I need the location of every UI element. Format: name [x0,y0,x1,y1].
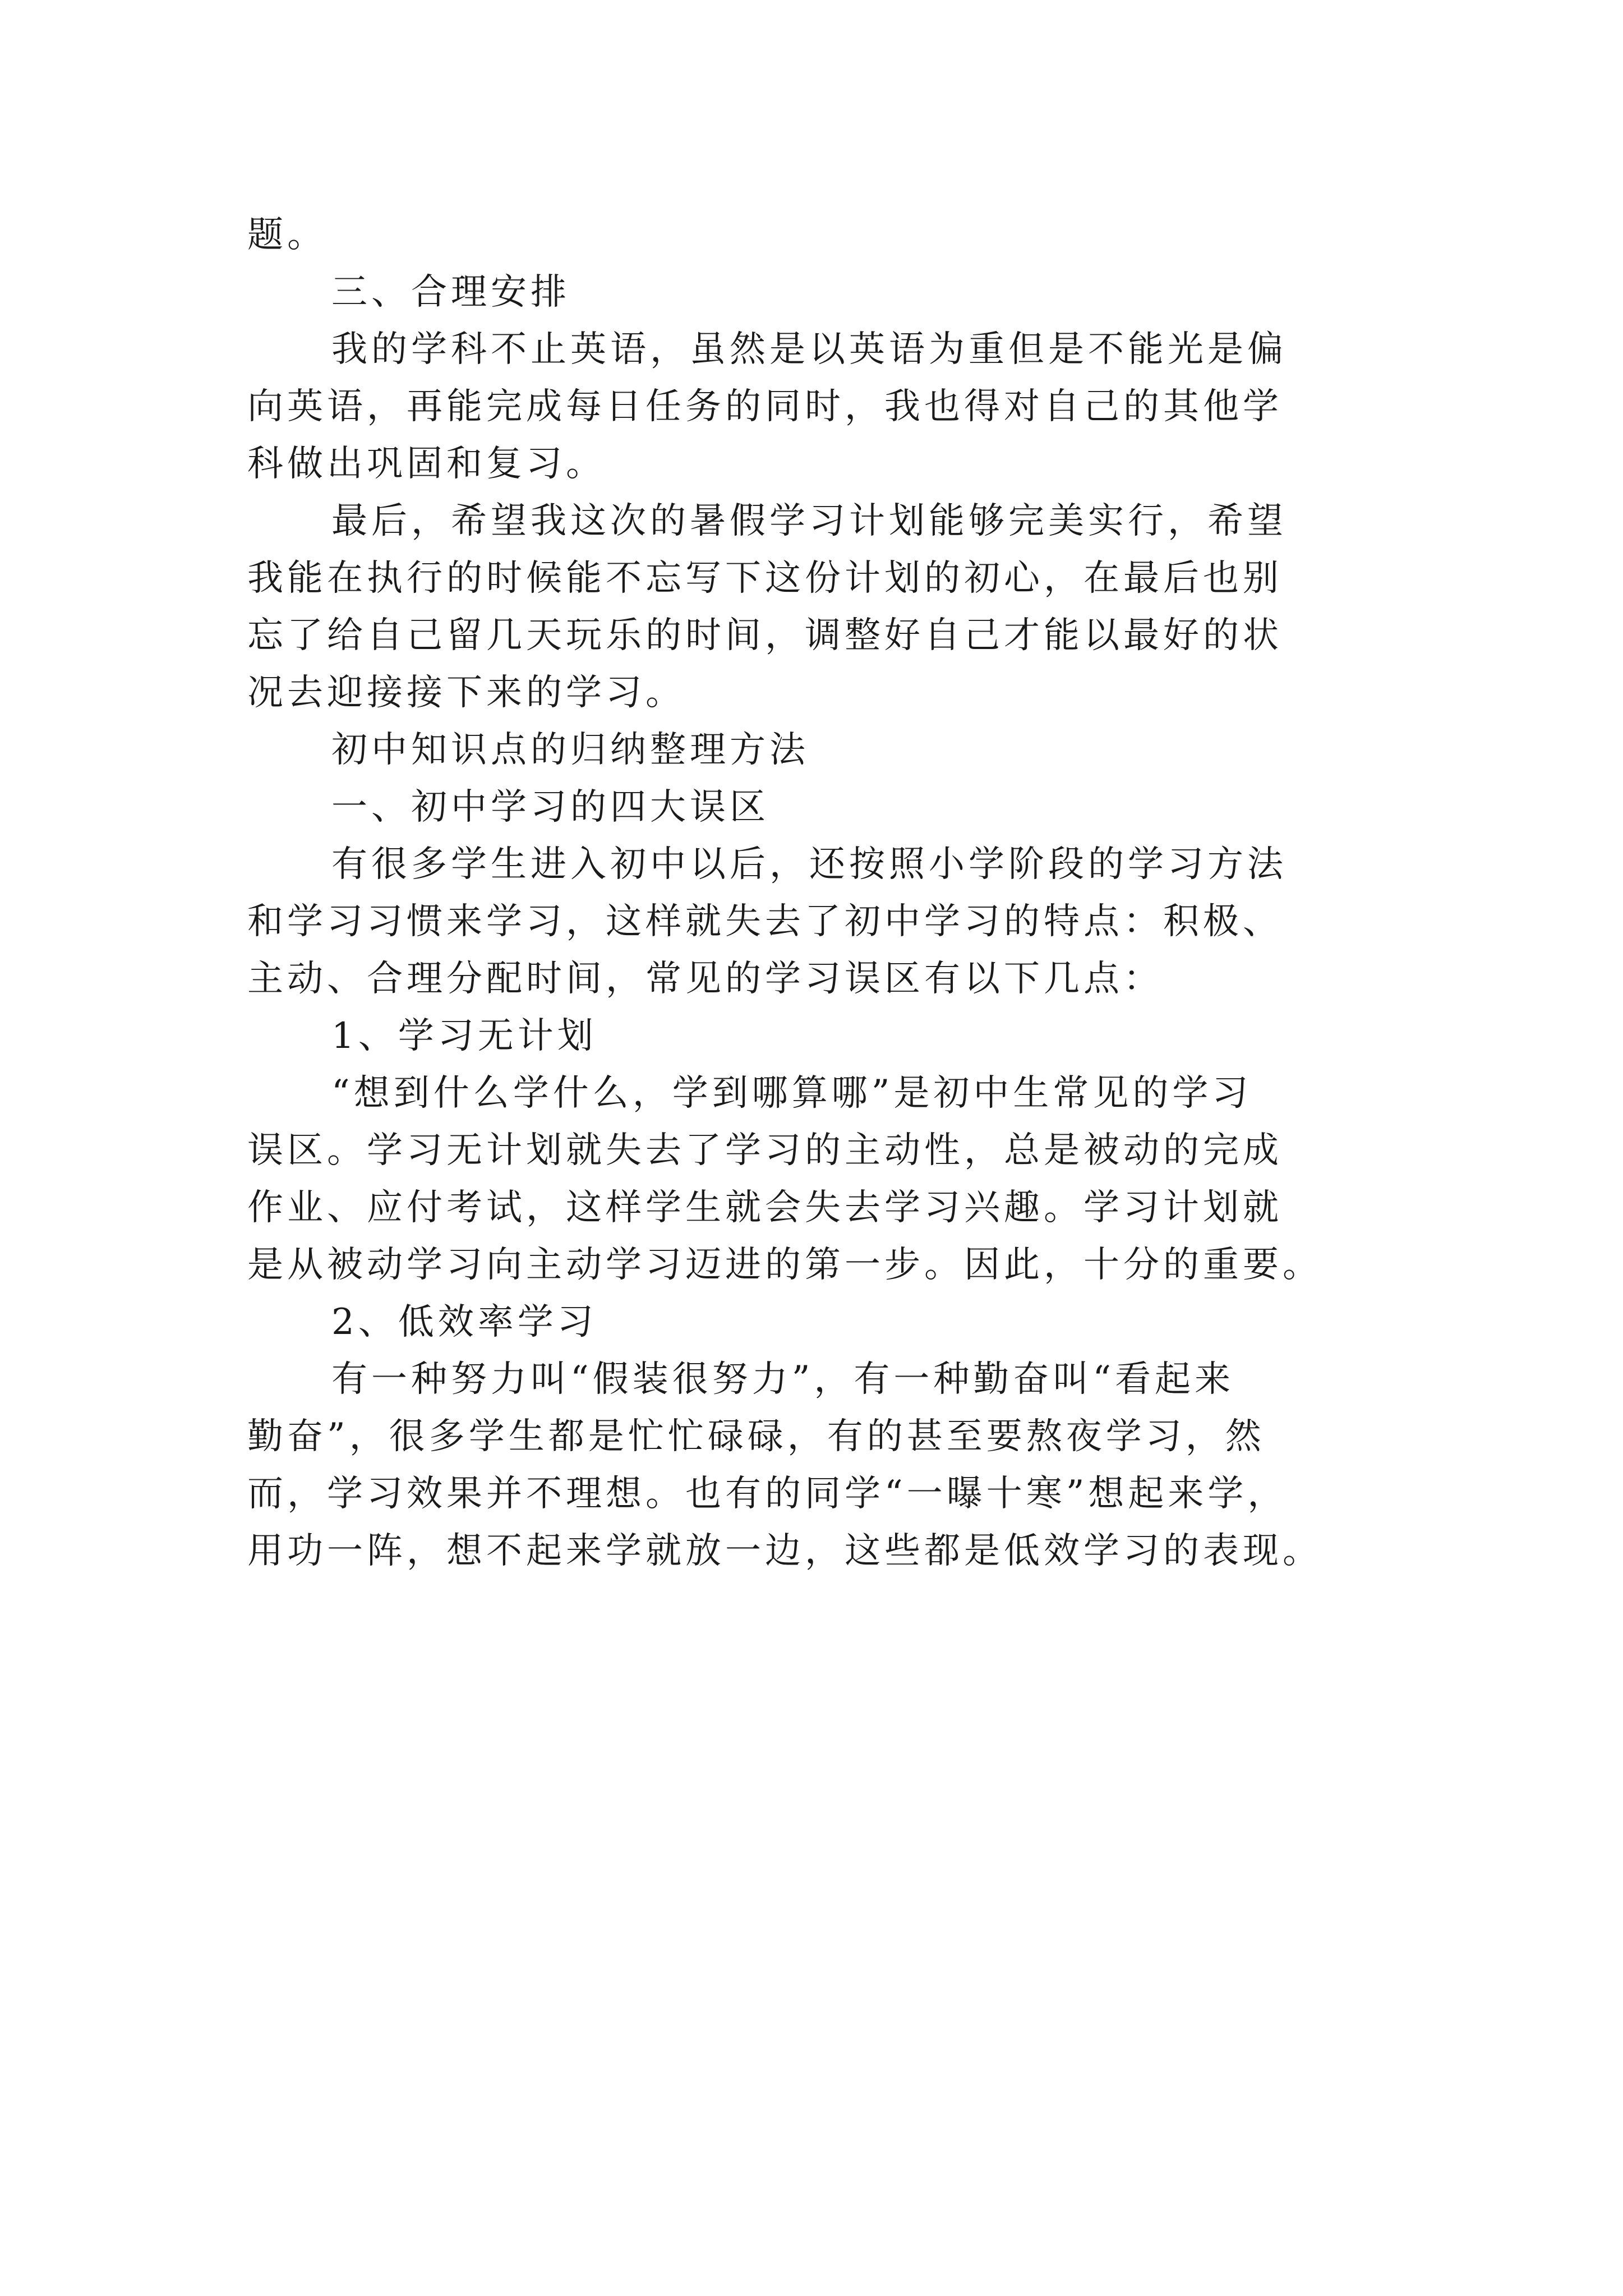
text-line: 用功一阵，想不起来学就放一边，这些都是低效学习的表现。 [247,1530,1322,1572]
text-line: 我的学科不止英语，虽然是以英语为重但是不能光是偏 [331,329,1287,370]
text-line: 勤奋”，很多学生都是忙忙碌碌，有的甚至要熬夜学习，然 [247,1416,1265,1457]
text-line: 况去迎接接下来的学习。 [247,672,685,714]
text-line: 科做出巩固和复习。 [247,443,606,485]
text-line: 题。 [247,214,327,256]
text-line: 有一种努力叫“假装很努力”，有一种勤奋叫“看起来 [331,1359,1235,1400]
text-line: 最后，希望我这次的暑假学习计划能够完美实行，希望 [331,500,1287,542]
text-line: 初中知识点的归纳整理方法 [331,729,809,771]
text-line: 一、初中学习的四大误区 [331,786,769,828]
text-line: 忘了给自己留几天玩乐的时间，调整好自己才能以最好的状 [247,615,1283,656]
text-line: “想到什么学什么，学到哪算哪”是初中生常见的学习 [331,1073,1252,1114]
text-line: 和学习习惯来学习，这样就失去了初中学习的特点：积极、 [247,901,1283,942]
text-line: 而，学习效果并不理想。也有的同学“一曝十寒”想起来学， [247,1473,1288,1515]
text-line: 主动、合理分配时间，常见的学习误区有以下几点： [247,958,1163,1000]
text-line: 有很多学生进入初中以后，还按照小学阶段的学习方法 [331,844,1287,885]
text-line: 向英语，再能完成每日任务的同时，我也得对自己的其他学 [247,386,1283,427]
text-line: 是从被动学习向主动学习迈进的第一步。因此，十分的重要。 [247,1244,1322,1286]
text-line: 1、学习无计划 [331,1015,597,1057]
text-line: 我能在执行的时候能不忘写下这份计划的初心，在最后也别 [247,558,1283,599]
text-line: 作业、应付考试，这样学生就会失去学习兴趣。学习计划就 [247,1187,1283,1228]
text-line: 三、合理安排 [331,272,570,313]
document-body [247,206,1386,1580]
text-line: 误区。学习无计划就失去了学习的主动性，总是被动的完成 [247,1130,1283,1171]
text-line: 2、低效率学习 [331,1301,597,1343]
